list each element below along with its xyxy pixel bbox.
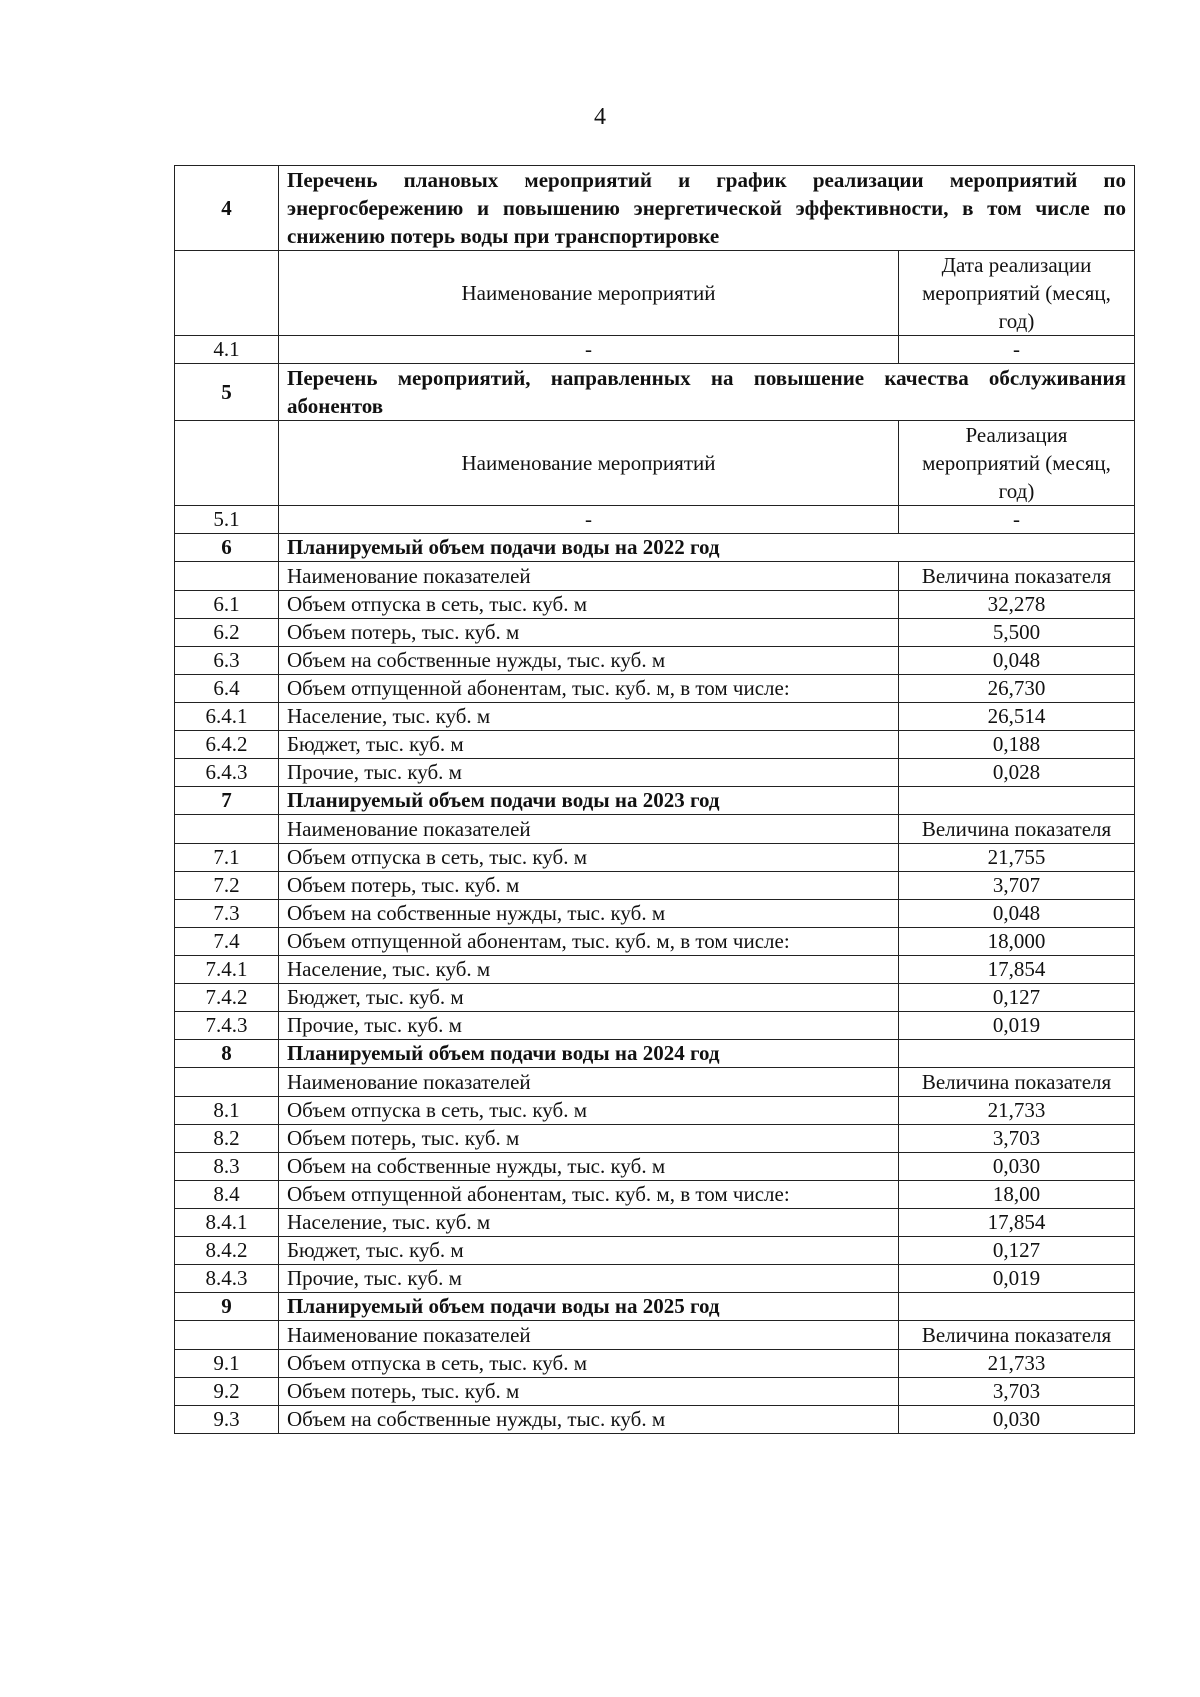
row-value: 0,028 <box>899 759 1135 787</box>
row-number: 8.4.1 <box>175 1209 279 1237</box>
table-row <box>175 675 1135 703</box>
section-number: 7 <box>175 787 279 815</box>
row-value: 0,127 <box>899 984 1135 1012</box>
row-value: 26,514 <box>899 703 1135 731</box>
header-name: Наименование показателей <box>279 562 899 591</box>
row-name: Объем отпуска в сеть, тыс. куб. м <box>279 1350 899 1378</box>
table-header-row <box>175 562 1135 591</box>
header-name: Наименование показателей <box>279 815 899 844</box>
row-number: 4.1 <box>175 336 279 364</box>
row-value: 21,755 <box>899 844 1135 872</box>
table-row <box>175 506 1135 534</box>
row-number: 7.4 <box>175 928 279 956</box>
section-title: Планируемый объем подачи воды на 2024 год <box>279 1040 899 1068</box>
row-number: 6.2 <box>175 619 279 647</box>
header-value: Величина показателя <box>899 562 1135 591</box>
row-name: Объем на собственные нужды, тыс. куб. м <box>279 647 899 675</box>
row-name: Бюджет, тыс. куб. м <box>279 1237 899 1265</box>
table-row <box>175 1153 1135 1181</box>
table-header-row <box>175 1068 1135 1097</box>
table-row <box>175 759 1135 787</box>
table-header-row <box>175 815 1135 844</box>
row-value: 26,730 <box>899 675 1135 703</box>
row-number: 7.3 <box>175 900 279 928</box>
row-name: Объем потерь, тыс. куб. м <box>279 872 899 900</box>
section-row <box>175 534 1135 562</box>
table-row <box>175 647 1135 675</box>
row-value: 0,030 <box>899 1406 1135 1434</box>
row-name: Объем потерь, тыс. куб. м <box>279 1378 899 1406</box>
row-number: 9.1 <box>175 1350 279 1378</box>
row-number: 8.1 <box>175 1097 279 1125</box>
row-value: 0,127 <box>899 1237 1135 1265</box>
table-row <box>175 844 1135 872</box>
empty-cell <box>899 787 1135 815</box>
table-header-row <box>175 421 1135 506</box>
row-number: 6.4 <box>175 675 279 703</box>
row-name: Объем отпуска в сеть, тыс. куб. м <box>279 1097 899 1125</box>
section-row <box>175 787 1135 815</box>
row-value: 21,733 <box>899 1350 1135 1378</box>
row-number: 7.4.1 <box>175 956 279 984</box>
row-number: 8.4 <box>175 1181 279 1209</box>
row-value: 17,854 <box>899 1209 1135 1237</box>
row-value: 0,188 <box>899 731 1135 759</box>
row-name: Объем отпуска в сеть, тыс. куб. м <box>279 591 899 619</box>
section-title: Планируемый объем подачи воды на 2022 год <box>279 534 1135 562</box>
header-value: Реализация мероприятий (месяц, год) <box>899 421 1135 506</box>
table-row <box>175 731 1135 759</box>
row-name: Объем на собственные нужды, тыс. куб. м <box>279 1406 899 1434</box>
header-value: Дата реализации мероприятий (месяц, год) <box>899 251 1135 336</box>
row-name: Бюджет, тыс. куб. м <box>279 731 899 759</box>
row-value: 0,048 <box>899 647 1135 675</box>
section-row <box>175 166 1135 251</box>
table-row <box>175 1125 1135 1153</box>
row-number: 7.2 <box>175 872 279 900</box>
empty-cell <box>175 815 279 844</box>
empty-cell <box>175 1321 279 1350</box>
table-row <box>175 1406 1135 1434</box>
header-name: Наименование мероприятий <box>279 251 899 336</box>
row-number: 6.4.1 <box>175 703 279 731</box>
table-row <box>175 1237 1135 1265</box>
header-value: Величина показателя <box>899 815 1135 844</box>
row-name: Объем на собственные нужды, тыс. куб. м <box>279 900 899 928</box>
section-row <box>175 364 1135 421</box>
section-title: Перечень мероприятий, направленных на повышение качества обслуживания абонентов <box>279 364 1135 421</box>
header-value: Величина показателя <box>899 1068 1135 1097</box>
row-name: Объем потерь, тыс. куб. м <box>279 619 899 647</box>
row-name: Прочие, тыс. куб. м <box>279 759 899 787</box>
row-number: 9.2 <box>175 1378 279 1406</box>
header-name: Наименование показателей <box>279 1068 899 1097</box>
row-name: Объем отпуска в сеть, тыс. куб. м <box>279 844 899 872</box>
row-value: 32,278 <box>899 591 1135 619</box>
row-name: Объем отпущенной абонентам, тыс. куб. м, в том числе: <box>279 1181 899 1209</box>
row-name: Бюджет, тыс. куб. м <box>279 984 899 1012</box>
empty-cell <box>899 1040 1135 1068</box>
empty-cell <box>175 1068 279 1097</box>
row-name: Объем потерь, тыс. куб. м <box>279 1125 899 1153</box>
row-name: Прочие, тыс. куб. м <box>279 1012 899 1040</box>
row-value: 18,000 <box>899 928 1135 956</box>
plan-table <box>174 165 1135 1434</box>
empty-cell <box>175 251 279 336</box>
header-name: Наименование мероприятий <box>279 421 899 506</box>
table-row <box>175 1265 1135 1293</box>
header-value: Величина показателя <box>899 1321 1135 1350</box>
section-number: 9 <box>175 1293 279 1321</box>
section-number: 5 <box>175 364 279 421</box>
table-row <box>175 1012 1135 1040</box>
row-number: 8.2 <box>175 1125 279 1153</box>
table-row <box>175 928 1135 956</box>
row-number: 6.4.3 <box>175 759 279 787</box>
row-number: 7.1 <box>175 844 279 872</box>
table-row <box>175 1181 1135 1209</box>
row-number: 8.3 <box>175 1153 279 1181</box>
section-row <box>175 1293 1135 1321</box>
row-value: 0,019 <box>899 1012 1135 1040</box>
row-value: 0,048 <box>899 900 1135 928</box>
table-row <box>175 1378 1135 1406</box>
table-row <box>175 591 1135 619</box>
page-number: 4 <box>594 104 606 130</box>
table-row <box>175 984 1135 1012</box>
row-number: 6.3 <box>175 647 279 675</box>
table-header-row <box>175 1321 1135 1350</box>
row-value: 18,00 <box>899 1181 1135 1209</box>
row-value: 0,019 <box>899 1265 1135 1293</box>
table-row <box>175 1350 1135 1378</box>
row-number: 5.1 <box>175 506 279 534</box>
row-value: 3,707 <box>899 872 1135 900</box>
row-value: - <box>899 506 1135 534</box>
row-number: 7.4.2 <box>175 984 279 1012</box>
empty-cell <box>175 562 279 591</box>
row-value: 5,500 <box>899 619 1135 647</box>
table-row <box>175 956 1135 984</box>
row-value: 17,854 <box>899 956 1135 984</box>
section-number: 6 <box>175 534 279 562</box>
empty-cell <box>899 1293 1135 1321</box>
section-number: 8 <box>175 1040 279 1068</box>
row-name: Прочие, тыс. куб. м <box>279 1265 899 1293</box>
row-number: 7.4.3 <box>175 1012 279 1040</box>
section-row <box>175 1040 1135 1068</box>
section-title: Перечень плановых мероприятий и график реализации мероприятий по энергосбережению и повышению энергетической эффективности, в том числе по снижению потерь воды при транспортировке <box>279 166 1135 251</box>
row-name: Население, тыс. куб. м <box>279 703 899 731</box>
row-number: 8.4.3 <box>175 1265 279 1293</box>
section-number: 4 <box>175 166 279 251</box>
row-number: 8.4.2 <box>175 1237 279 1265</box>
row-name: Объем на собственные нужды, тыс. куб. м <box>279 1153 899 1181</box>
table-row <box>175 1097 1135 1125</box>
empty-cell <box>175 421 279 506</box>
row-name: Население, тыс. куб. м <box>279 1209 899 1237</box>
section-title: Планируемый объем подачи воды на 2023 год <box>279 787 899 815</box>
table-row <box>175 619 1135 647</box>
section-title: Планируемый объем подачи воды на 2025 год <box>279 1293 899 1321</box>
row-name: - <box>279 506 899 534</box>
row-name: Население, тыс. куб. м <box>279 956 899 984</box>
table-row <box>175 1209 1135 1237</box>
row-name: - <box>279 336 899 364</box>
table-row <box>175 900 1135 928</box>
header-name: Наименование показателей <box>279 1321 899 1350</box>
row-value: 3,703 <box>899 1378 1135 1406</box>
row-value: 0,030 <box>899 1153 1135 1181</box>
table-row <box>175 703 1135 731</box>
row-value: - <box>899 336 1135 364</box>
row-value: 21,733 <box>899 1097 1135 1125</box>
row-name: Объем отпущенной абонентам, тыс. куб. м, в том числе: <box>279 675 899 703</box>
row-name: Объем отпущенной абонентам, тыс. куб. м, в том числе: <box>279 928 899 956</box>
row-number: 9.3 <box>175 1406 279 1434</box>
row-number: 6.4.2 <box>175 731 279 759</box>
table-row <box>175 872 1135 900</box>
row-number: 6.1 <box>175 591 279 619</box>
table-row <box>175 336 1135 364</box>
table-header-row <box>175 251 1135 336</box>
row-value: 3,703 <box>899 1125 1135 1153</box>
